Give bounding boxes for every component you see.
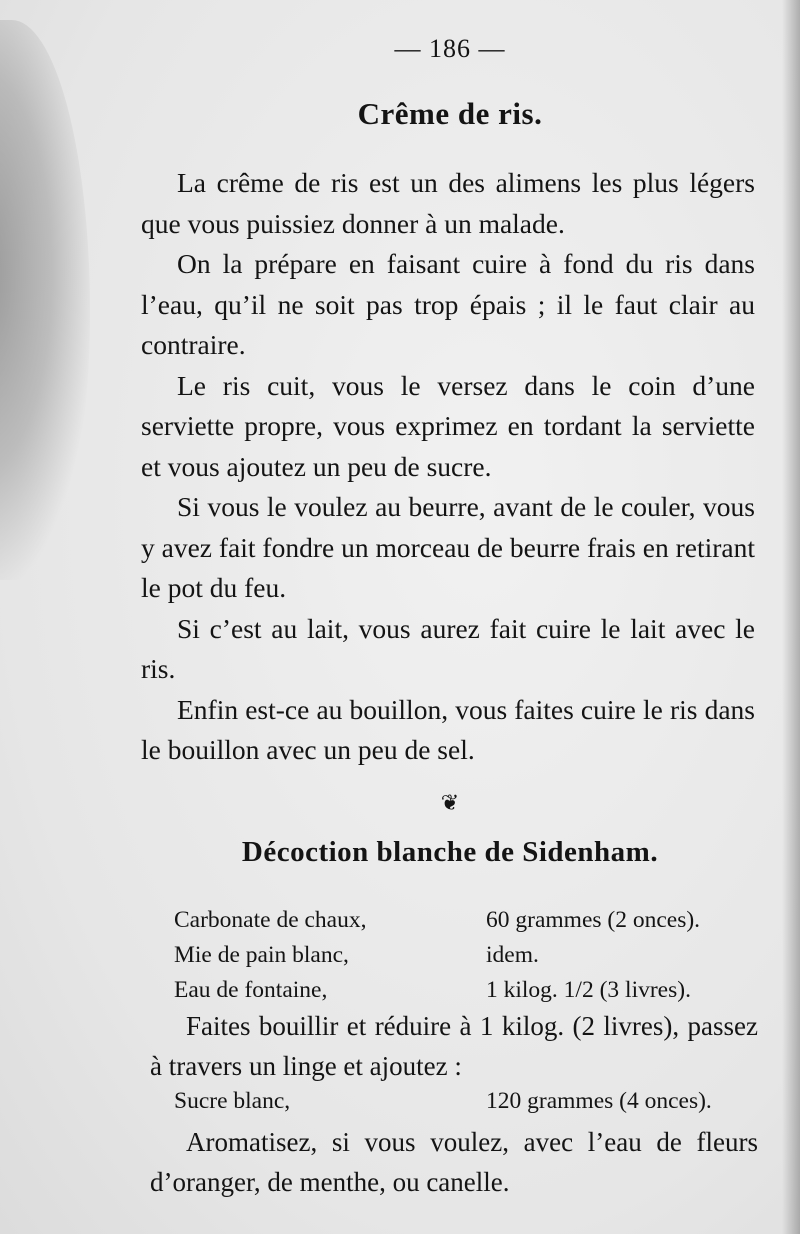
ingredient-quantity: 1 kilog. 1/2 (3 livres). xyxy=(486,977,691,1003)
binding-shadow xyxy=(782,0,800,1234)
ingredient-quantity: 120 grammes (4 onces). xyxy=(486,1088,712,1114)
ingredient-name: Eau de fontaine, xyxy=(174,977,328,1003)
paragraph: On la prépare en faisant cuire à fond du ris dans l’eau, qu’il ne soit pas trop épais ; il le faut clair au contraire. xyxy=(141,248,755,360)
page-number: — 186 — xyxy=(394,34,506,63)
paragraph: La crême de ris est un des alimens les plus légers que vous puissiez donner à un malade. xyxy=(141,167,755,239)
paragraph: Si vous le voulez au beurre, avant de le couler, vous y avez fait fondre un morceau de beurre frais en retirant le pot du feu. xyxy=(141,491,755,603)
ingredient-row xyxy=(174,903,758,938)
extra-ingredient-list xyxy=(174,1084,758,1119)
ingredient-name: Sucre blanc, xyxy=(174,1088,291,1114)
ingredient-row xyxy=(174,1084,758,1119)
ingredient-row xyxy=(174,938,758,973)
ornament-divider: ❦ xyxy=(440,790,460,815)
paragraph: Faites bouillir et réduire à 1 kilog. (2 livres), passez à travers un linge et ajoutez : xyxy=(150,1011,758,1081)
ingredient-row xyxy=(174,973,758,1008)
paragraph: Le ris cuit, vous le versez dans le coin d’une serviette propre, vous exprimez en tordant la serviette et vous ajoutez un peu de sucre. xyxy=(141,369,755,482)
paragraph: Enfin est-ce au bouillon, vous faites cuire le ris dans le bouillon avec un peu de sel. xyxy=(141,693,755,765)
instruction-text xyxy=(150,1006,758,1086)
ingredient-list xyxy=(174,903,758,1008)
ingredient-name: Mie de pain blanc, xyxy=(174,942,349,968)
ingredient-name: Carbonate de chaux, xyxy=(174,907,367,933)
ingredient-quantity: 60 grammes (2 onces). xyxy=(486,907,701,933)
closing-text xyxy=(150,1122,758,1202)
paragraph: Si c’est au lait, vous aurez fait cuire le lait avec le ris. xyxy=(141,612,755,684)
paragraph: Aromatisez, si vous voulez, avec l’eau de fleurs d’oranger, de menthe, ou canelle. xyxy=(150,1127,758,1197)
ingredient-quantity: idem. xyxy=(486,942,539,968)
recipe-title: Crême de ris. xyxy=(357,96,543,131)
recipe-body xyxy=(141,163,755,771)
recipe-subtitle: Décoction blanche de Sidenham. xyxy=(241,836,659,868)
